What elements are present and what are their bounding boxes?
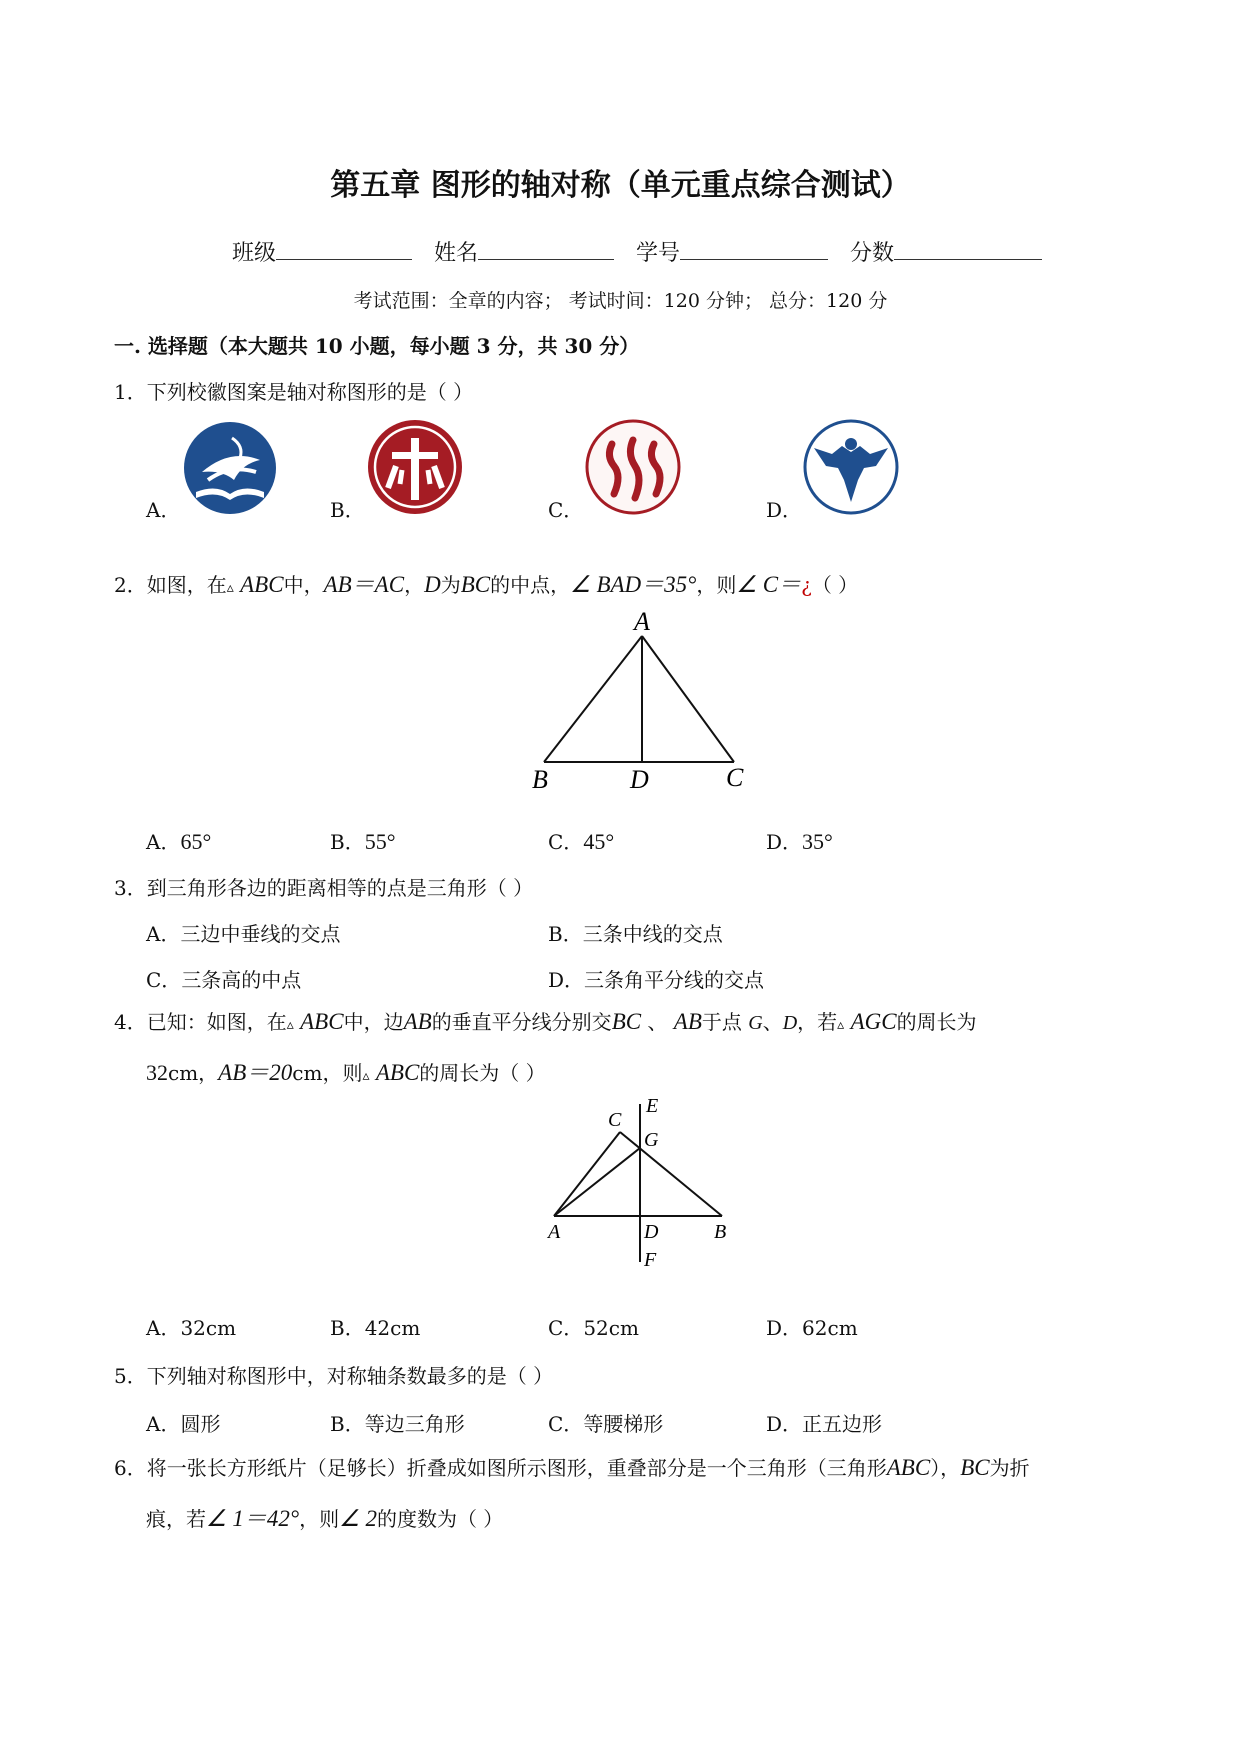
label-b: B: [714, 1221, 727, 1243]
q4-option-b[interactable]: B．42cm: [330, 1316, 421, 1340]
math-d: D: [424, 572, 441, 597]
q2-option-b[interactable]: B．55°: [330, 829, 396, 854]
q3-option-d[interactable]: D．三条角平分线的交点: [548, 968, 765, 992]
q1-option-c-label[interactable]: C．: [548, 498, 584, 522]
math-32: 32: [146, 1060, 168, 1085]
question-text: ），: [930, 1456, 961, 1480]
q4-option-a[interactable]: A．32cm: [146, 1316, 237, 1340]
question-text: 的度数为（ ）: [376, 1507, 504, 1531]
exam-scope: 考试范围：全章的内容； 考试时间：120 分钟； 总分：120 分: [353, 290, 888, 312]
question-text: 将一张长方形纸片（足够长）折叠成如图所示图形，重叠部分是一个三角形（三角形: [146, 1456, 887, 1480]
question-text: 痕，若: [146, 1507, 206, 1531]
math-abc: ABC: [240, 572, 284, 597]
q5-option-d[interactable]: D．正五边形: [766, 1412, 883, 1436]
unit-cm: cm: [168, 1061, 199, 1085]
page-title: 第五章 图形的轴对称（单元重点综合测试）: [330, 168, 911, 203]
class-label: 班级: [232, 241, 277, 266]
math-ab: AB: [403, 1009, 432, 1034]
id-field: [636, 236, 828, 267]
q4-triangle-figure: [530, 1090, 750, 1270]
question-text: 如图，在: [146, 573, 227, 597]
math-angle-c: ∠ C＝: [736, 572, 802, 597]
label-f: F: [644, 1249, 657, 1270]
triangle-symbol: ▵: [286, 1017, 294, 1033]
q5-option-c[interactable]: C．等腰梯形: [548, 1412, 664, 1436]
section-heading: 一. 选择题（本大题共 10 小题，每小题 3 分，共 30 分）: [114, 334, 640, 358]
q1-option-a-label[interactable]: A．: [146, 498, 181, 522]
math-bc: BC: [611, 1009, 642, 1034]
emblem-c-icon: [584, 418, 682, 516]
math-agc: AGC: [850, 1009, 897, 1034]
q1-option-d-label[interactable]: D．: [766, 498, 803, 522]
score-field: [850, 236, 1042, 267]
score-label: 分数: [850, 241, 895, 266]
q3-option-a[interactable]: A．三边中垂线的交点: [146, 922, 341, 946]
label-e: E: [646, 1095, 659, 1117]
q5-option-a[interactable]: A．圆形: [146, 1412, 221, 1436]
math-angle-1: ∠ 1＝42°: [206, 1506, 300, 1531]
question-text: ，则: [322, 1061, 363, 1085]
math-ab-eq-20: AB＝20: [218, 1060, 293, 1085]
question-text: ，: [404, 573, 425, 597]
q5-option-b[interactable]: B．等边三角形: [330, 1412, 465, 1436]
q2-option-d[interactable]: D．35°: [766, 829, 833, 854]
question-4: [114, 1006, 977, 1035]
question-number: 6．: [114, 1456, 147, 1480]
question-1: [114, 376, 473, 405]
answer-paren: （ ）: [811, 573, 859, 597]
label-c: C: [726, 763, 744, 790]
question-text: 为: [440, 573, 461, 597]
name-field: [434, 236, 614, 267]
math-bc: BC: [460, 572, 491, 597]
emblem-b-icon: [366, 418, 464, 516]
question-text: 的周长为: [896, 1010, 977, 1034]
question-4-line-2: [146, 1054, 546, 1087]
label-d: D: [630, 765, 649, 790]
question-text: 于点: [701, 1010, 749, 1034]
q3-option-b[interactable]: B．三条中线的交点: [548, 922, 723, 946]
math-abc: ABC: [375, 1060, 420, 1085]
name-blank[interactable]: [478, 237, 614, 260]
math-ab-eq-ac: AB＝AC: [323, 572, 405, 597]
q3-option-c[interactable]: C．三条高的中点: [146, 968, 302, 992]
class-field: [232, 236, 412, 267]
q2-option-a[interactable]: A．65°: [146, 829, 212, 854]
question-text: 已知：如图，在: [146, 1010, 287, 1034]
question-text: ，: [198, 1061, 219, 1085]
question-6-line-2: [146, 1500, 503, 1533]
question-text: 中，边: [343, 1010, 404, 1034]
question-text: 的周长为（ ）: [419, 1061, 546, 1085]
name-label: 姓名: [434, 241, 479, 266]
math-bc: BC: [960, 1455, 990, 1480]
math-angle-bad: ∠ BAD＝35°: [570, 572, 697, 597]
question-text: ，则: [696, 573, 737, 597]
question-number: 1．: [114, 380, 147, 404]
question-number: 5．: [114, 1364, 147, 1388]
label-b: B: [532, 765, 548, 790]
question-6: [114, 1452, 1030, 1481]
question-3: [114, 872, 533, 901]
math-abc: ABC: [886, 1455, 931, 1480]
class-blank[interactable]: [276, 237, 412, 260]
emblem-d-icon: [802, 418, 900, 516]
question-text: 下列校徽图案是轴对称图形的是（ ）: [146, 380, 474, 404]
triangle-symbol: ▵: [226, 580, 234, 596]
question-text: 为折: [989, 1456, 1030, 1480]
question-number: 4．: [114, 1010, 147, 1034]
question-number: 2．: [114, 573, 147, 597]
q2-option-c[interactable]: C．45°: [548, 829, 615, 854]
label-c: C: [608, 1109, 622, 1131]
label-g: G: [644, 1129, 659, 1151]
math-angle-2: ∠ 2: [339, 1506, 377, 1531]
question-text: ，则: [299, 1507, 340, 1531]
question-text: 的垂直平分线分别交: [431, 1010, 612, 1034]
math-ab: AB: [673, 1009, 702, 1034]
triangle-symbol: ▵: [837, 1017, 845, 1033]
unit-cm: cm: [292, 1061, 323, 1085]
question-2: [114, 566, 858, 599]
score-blank[interactable]: [894, 237, 1042, 260]
q4-option-c[interactable]: C．52cm: [548, 1316, 639, 1340]
math-d: D: [782, 1012, 798, 1034]
question-number: 3．: [114, 876, 147, 900]
question-text: 到三角形各边的距离相等的点是三角形（ ）: [146, 876, 534, 900]
triangle-symbol: ▵: [362, 1068, 370, 1084]
q2-triangle-figure: [520, 600, 760, 790]
question-text: 中，: [283, 573, 324, 597]
q4-option-d[interactable]: D．62cm: [766, 1316, 858, 1340]
question-text: ，若: [797, 1010, 838, 1034]
id-label: 学号: [636, 241, 681, 266]
math-abc: ABC: [300, 1009, 344, 1034]
label-a: A: [634, 607, 650, 636]
emblem-a-icon: [182, 420, 278, 516]
question-text: 、: [762, 1010, 783, 1034]
label-a: A: [548, 1221, 561, 1243]
question-text: 、: [641, 1010, 674, 1034]
id-blank[interactable]: [680, 237, 828, 260]
label-d: D: [644, 1221, 659, 1243]
question-text: 的中点，: [490, 573, 571, 597]
question-text: 下列轴对称图形中，对称轴条数最多的是（ ）: [146, 1364, 554, 1388]
q1-option-b-label[interactable]: B．: [330, 498, 365, 522]
question-mark: ¿: [801, 573, 812, 597]
question-5: [114, 1360, 553, 1389]
math-g: G: [748, 1012, 763, 1034]
